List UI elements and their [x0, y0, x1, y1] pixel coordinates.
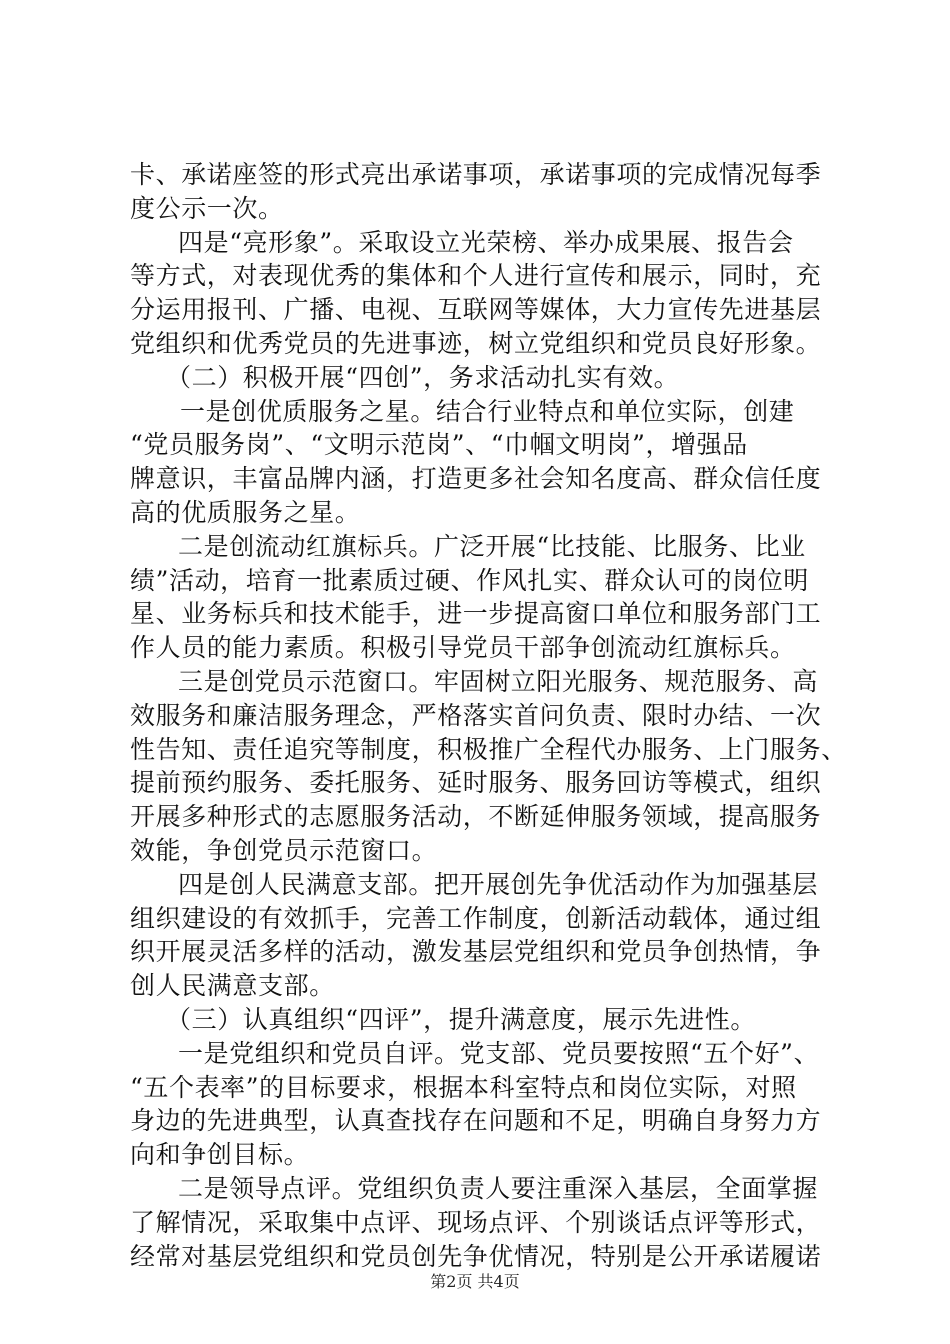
- text-line: 二是领导点评。党组织负责人要注重深入基层，全面掌握: [178, 1173, 819, 1203]
- text-line: 作人员的能力素质。积极引导党员干部争创流动红旗标兵。: [130, 633, 796, 663]
- text-line: 织开展灵活多样的活动，激发基层党组织和党员争创热情，争: [130, 937, 822, 967]
- text-line: 提前预约服务、委托服务、延时服务、服务回访等模式，组织: [130, 768, 822, 798]
- text-line: 三是创党员示范窗口。牢固树立阳光服务、规范服务、高: [178, 666, 819, 696]
- text-line: 卡、承诺座签的形式亮出承诺事项，承诺事项的完成情况每季: [130, 160, 822, 189]
- text-line: 一是党组织和党员自评。党支部、党员要按照“五个好”、: [178, 1038, 820, 1068]
- document-body: [130, 158, 850, 1273]
- text-line: “五个表率”的目标要求，根据本科室特点和岗位实际，对照: [130, 1072, 797, 1102]
- text-line: 开展多种形式的志愿服务活动，不断延伸服务领域，提高服务: [130, 802, 822, 832]
- text-line: 组织建设的有效抓手，完善工作制度，创新活动载体，通过组: [130, 903, 822, 933]
- text-line: 星、业务标兵和技术能手，进一步提高窗口单位和服务部门工: [130, 599, 822, 629]
- text-line: 创人民满意支部。: [130, 971, 335, 1001]
- text-line: 经常对基层党组织和党员创先争优情况，特别是公开承诺履诺: [130, 1241, 822, 1271]
- text-line: 一是创优质服务之星。结合行业特点和单位实际，创建: [180, 396, 795, 426]
- text-line: 等方式，对表现优秀的集体和个人进行宣传和展示，同时，充: [130, 261, 822, 291]
- text-line: 四是创人民满意支部。把开展创先争优活动作为加强基层: [178, 869, 819, 899]
- text-line: 向和争创目标。: [130, 1140, 310, 1170]
- text-line: 分运用报刊、广播、电视、互联网等媒体，大力宣传先进基层: [130, 295, 822, 325]
- text-line: 高的优质服务之星。: [130, 497, 361, 527]
- text-line: 了解情况，采取集中点评、现场点评、个别谈话点评等形式，: [130, 1207, 822, 1237]
- text-line: 效能，争创党员示范窗口。: [130, 835, 438, 865]
- text-line: 绩”活动，培育一批素质过硬、作风扎实、群众认可的岗位明: [130, 565, 809, 595]
- text-line: 度公示一次。: [130, 193, 284, 223]
- text-line: 四是“亮形象”。采取设立光荣榜、举办成果展、报告会: [178, 227, 794, 257]
- text-line: 二是创流动红旗标兵。广泛开展“比技能、比服务、比业: [178, 531, 806, 561]
- text-line: 牌意识，丰富品牌内涵，打造更多社会知名度高、群众信任度: [130, 464, 822, 494]
- text-line: 身边的先进典型，认真查找存在问题和不足，明确自身努力方: [130, 1106, 822, 1136]
- text-line: 性告知、责任追究等制度，积极推广全程代办服务、上门服务、: [130, 734, 847, 764]
- text-line: 党组织和优秀党员的先进事迹，树立党组织和党员良好形象。: [130, 328, 822, 358]
- page-footer: 第2页 共4页: [430, 1272, 520, 1291]
- text-line: （二）积极开展“四创”，务求活动扎实有效。: [166, 362, 680, 392]
- text-line: 效服务和廉洁服务理念，严格落实首问负责、限时办结、一次: [130, 700, 822, 730]
- text-line: （三）认真组织“四评”，提升满意度，展示先进性。: [166, 1004, 756, 1034]
- text-line: “党员服务岗”、“文明示范岗”、“巾帼文明岗”，增强品: [130, 430, 748, 460]
